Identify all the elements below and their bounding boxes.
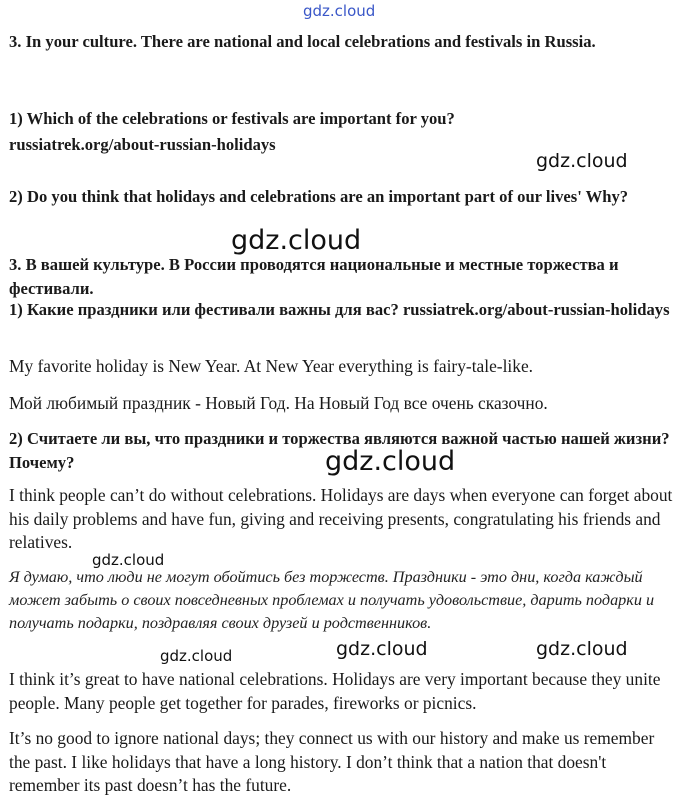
watermark: gdz.cloud <box>160 647 233 665</box>
russian-question-1: 1) Какие праздники или фестивали важны для вас? russiatrek.org/about-russian-holidays <box>9 300 670 319</box>
watermark: gdz.cloud <box>536 150 628 172</box>
watermark: gdz.cloud <box>536 638 628 660</box>
english-question-1: 1) Which of the celebrations or festivals are important for you? <box>9 109 455 128</box>
english-question-1-link: russiatrek.org/about-russian-holidays <box>9 135 276 154</box>
watermark-top: gdz.cloud <box>303 2 376 20</box>
watermark: gdz.cloud <box>336 638 428 660</box>
english-question-2: 2) Do you think that holidays and celebrations are an important part of our lives' Why? <box>9 187 629 206</box>
watermark: gdz.cloud <box>231 225 362 256</box>
russian-task-heading: 3. В вашей культуре. В России проводятся национальные и местные торжества и фестивали. <box>9 255 619 298</box>
english-task-heading: 3. In your culture. There are national and local celebrations and festivals in Russia. <box>9 32 596 51</box>
watermark: gdz.cloud <box>325 446 456 477</box>
answer-4-english: It’s no good to ignore national days; they connect us with our history and make us remember the past. I like holidays that have a long history. I don’t think that a nation that doesn't remember its past doesn’t has the future. <box>9 728 655 795</box>
answer-3-english: I think it’s great to have national celebrations. Holidays are very important because they unite people. Many people get together for parades, fireworks or picnics. <box>9 669 661 713</box>
answer-2-english: I think people can’t do without celebrations. Holidays are days when everyone can forget about his daily problems and have fun, giving and receiving presents, congratulating his friends and relatives. <box>9 485 673 552</box>
russian-question-2: 2) Считаете ли вы, что праздники и торжества являются важной частью нашей жизни? Почему? <box>9 429 670 472</box>
watermark: gdz.cloud <box>92 551 165 569</box>
answer-1-english: My favorite holiday is New Year. At New Year everything is fairy-tale-like. <box>9 356 534 376</box>
answer-2-russian: Я думаю, что люди не могут обойтись без торжеств. Праздники - это дни, когда каждый может забыть о своих повседневных проблемах и получать удовольствие, дарить подарки и получать подарки, поздравляя своих друзей и родственников. <box>9 568 655 632</box>
answer-1-russian: Мой любимый праздник - Новый Год. На Новый Год все очень сказочно. <box>9 393 548 413</box>
